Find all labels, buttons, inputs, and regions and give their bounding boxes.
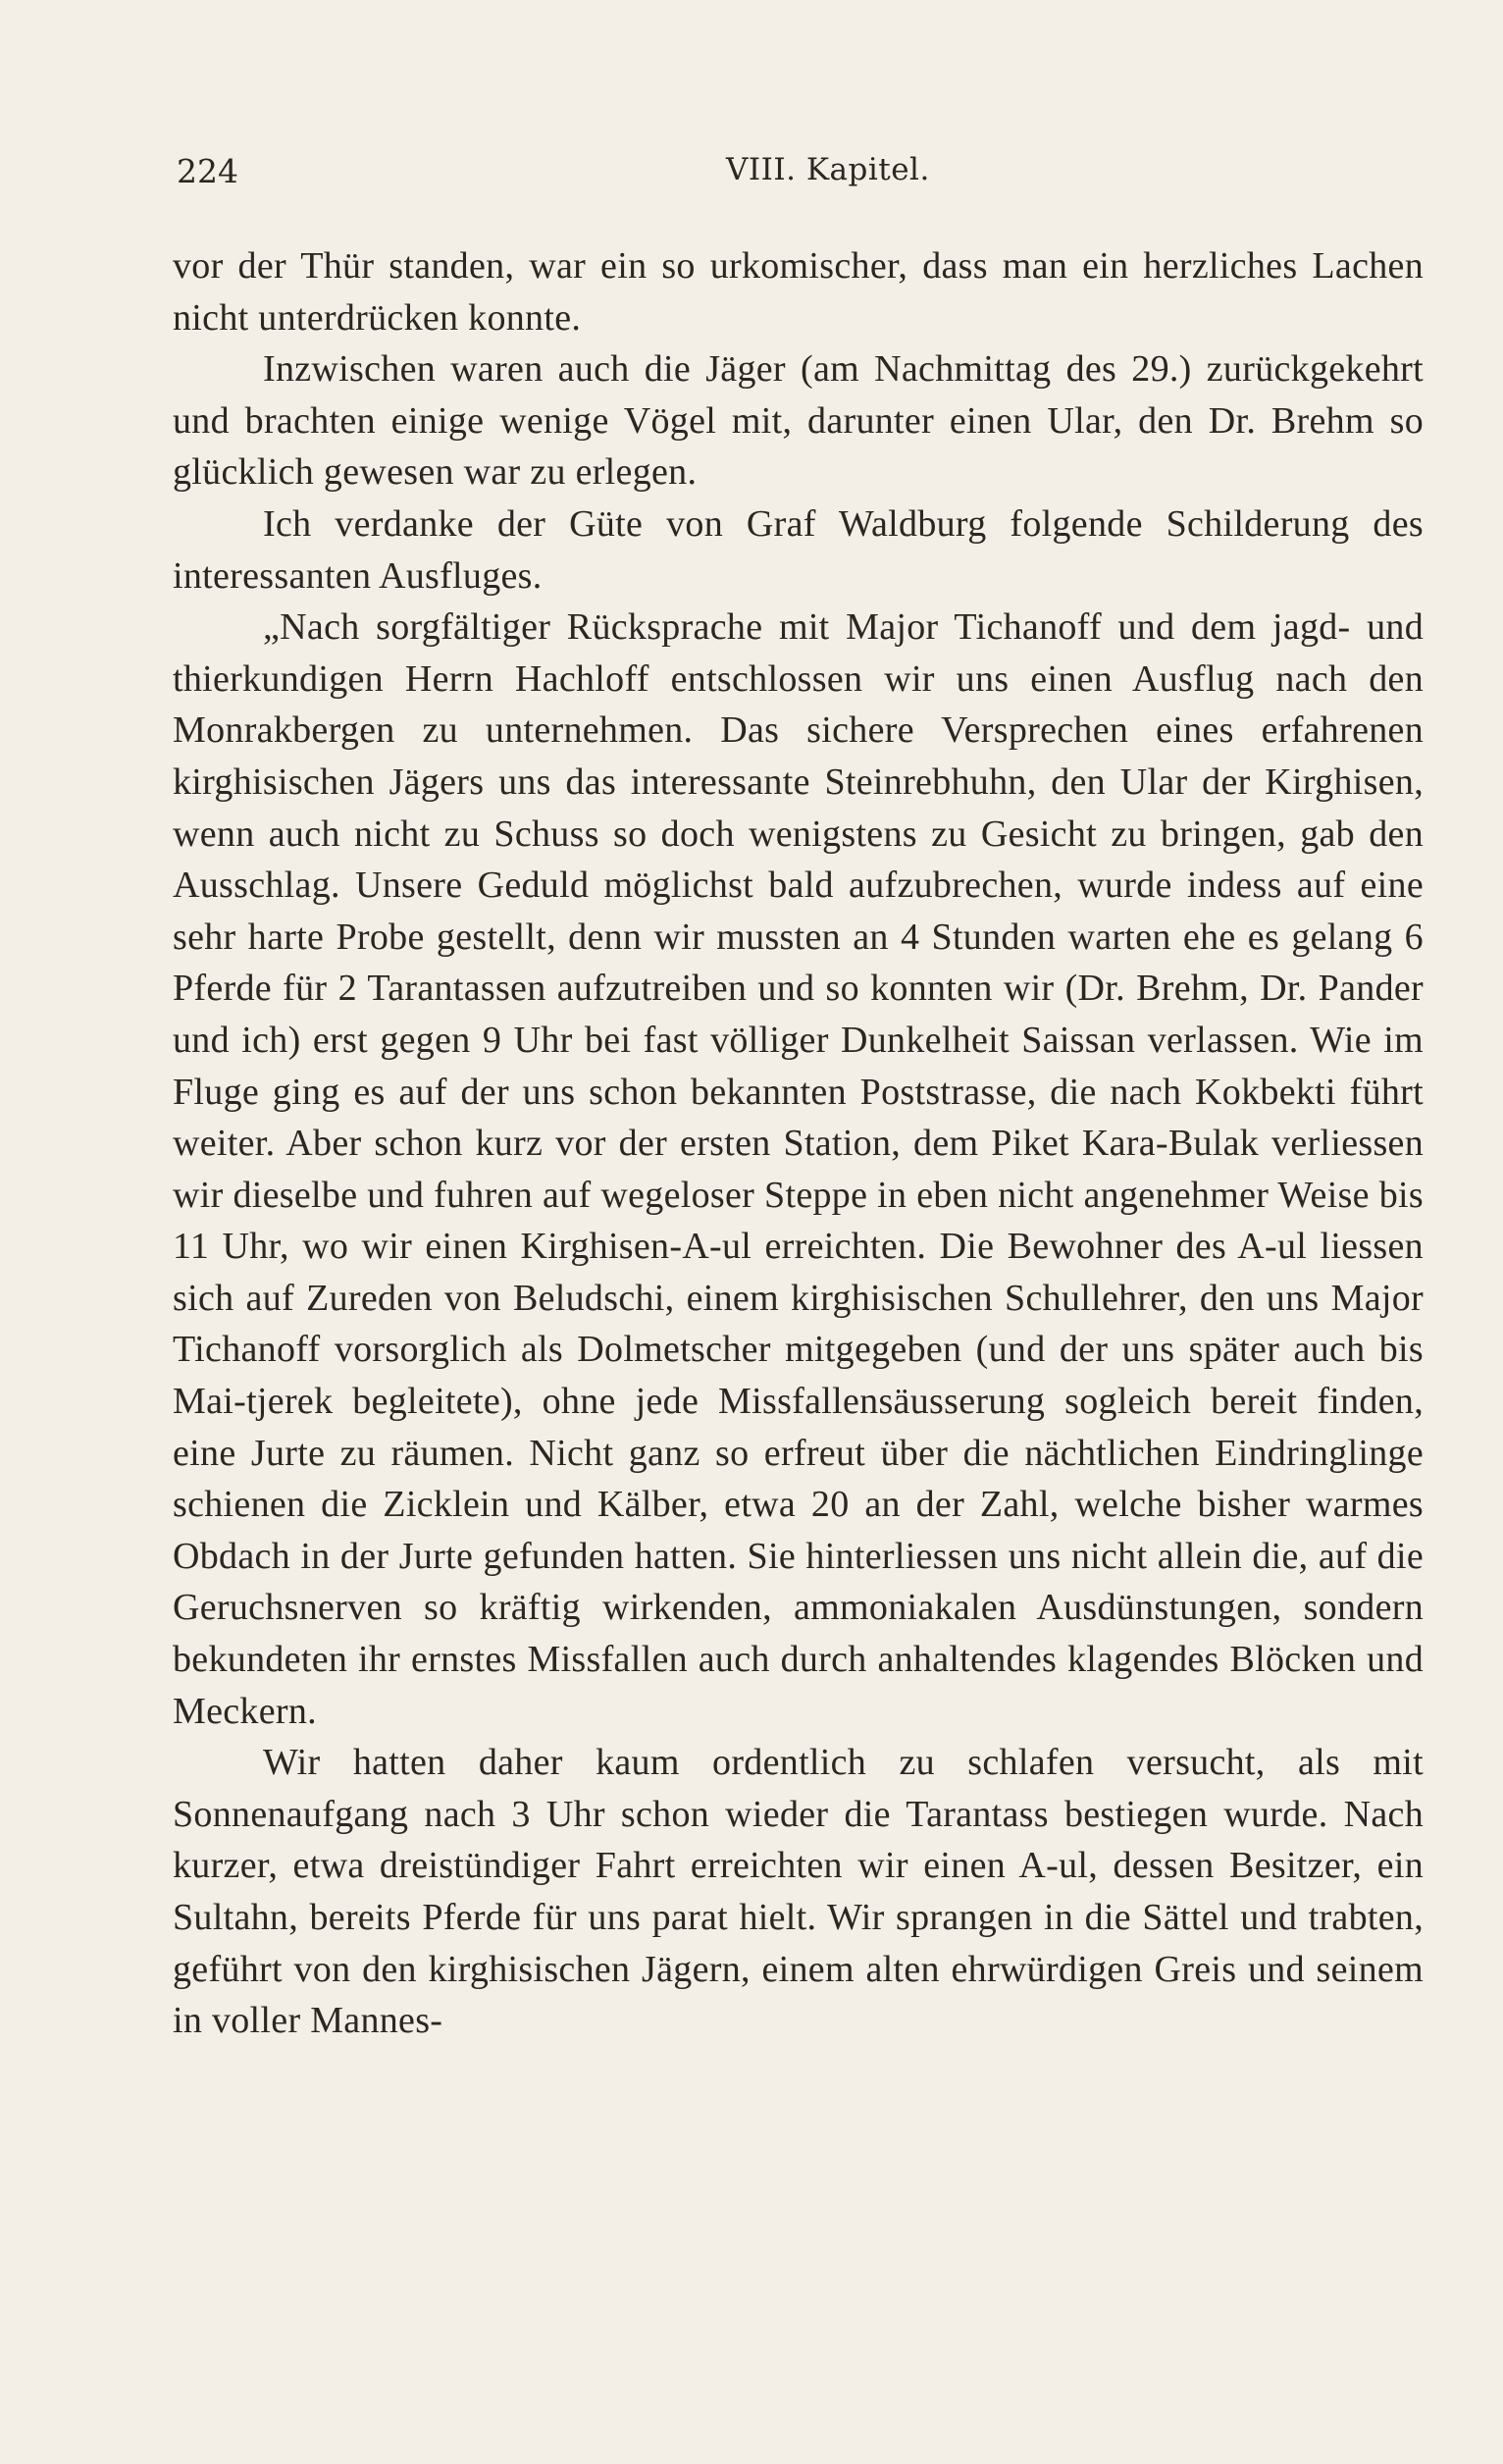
paragraph: Wir hatten daher kaum ordentlich zu schlafen versucht, als mit Sonnenaufgang nach 3 Uhr schon wieder die Tarantass bestiegen wurde. Nach kurzer, etwa dreistündiger Fahrt erreichten wir einen A-ul, dessen Besitzer, ein Sultahn, bereits Pferde für uns parat hielt. Wir sprangen in die Sättel und trabten, geführt von den kirghisischen Jägern, einem alten ehrwürdigen Greis und seinem in voller Mannes- bbox=[173, 1742, 1424, 2042]
page-header bbox=[177, 152, 1427, 201]
paragraph: vor der Thür standen, war ein so urkomischer, dass man ein herzliches Lachen nicht unterdrücken konnte. bbox=[173, 245, 1424, 339]
running-head: VIII. Kapitel. bbox=[726, 152, 930, 187]
paragraph: Inzwischen waren auch die Jäger (am Nachmittag des 29.) zurückgekehrt und brachten einige wenige Vögel mit, darunter einen Ular, den Dr. Brehm so glücklich gewesen war zu erlegen. bbox=[173, 348, 1424, 494]
page-number: 224 bbox=[177, 152, 238, 190]
body-text bbox=[173, 240, 1424, 2047]
paragraph: „Nach sorgfältiger Rücksprache mit Major Tichanoff und dem jagd- und thierkundigen Herrn Hachloff entschlossen wir uns einen Ausflug nach den Monrakbergen zu unternehmen. Das sichere Versprechen eines erfahrenen kirghisischen Jägers uns das interessante Steinrebhuhn, den Ular der Kirghisen, wenn auch nicht zu Schuss so doch wenigstens zu Gesicht zu bringen, gab den Ausschlag. Unsere Geduld möglichst bald aufzubrechen, wurde indess auf eine sehr harte Probe gestellt, denn wir mussten an 4 Stunden warten ehe es gelang 6 Pferde für 2 Tarantassen aufzutreiben und so konnten wir (Dr. Brehm, Dr. Pander und ich) erst gegen 9 Uhr bei fast völliger Dunkelheit Saissan verlassen. Wie im Fluge ging es auf der uns schon bekannten Poststrasse, die nach Kokbekti führt weiter. Aber schon kurz vor der ersten Station, dem Piket Kara-Bulak verliessen wir dieselbe und fuhren auf wegeloser Steppe in eben nicht angenehmer Weise bis 11 Uhr, wo wir einen Kirghisen-A-ul erreichten. Die Bewohner des A-ul liessen sich auf Zureden von Beludschi, einem kirghisischen Schullehrer, den uns Major Tichanoff vorsorglich als Dolmetscher mitgegeben (und der uns später auch bis Mai-tjerek begleitete), ohne jede Missfallensäusserung sogleich bereit finden, eine Jurte zu räumen. Nicht ganz so erfreut über die nächtlichen Eindringlinge schienen die Zicklein und Kälber, etwa 20 an der Zahl, welche bisher warmes Obdach in der Jurte gefunden hatten. Sie hinterliessen uns nicht allein die, auf die Geruchsnerven so kräftig wirkenden, ammoniakalen Ausdünstungen, sondern bekundeten ihr ernstes Missfallen auch durch anhaltendes klagendes Blöcken und Meckern. bbox=[173, 606, 1424, 1732]
paragraph: Ich verdanke der Güte von Graf Waldburg folgende Schilderung des interessanten Ausfluges. bbox=[173, 502, 1424, 597]
